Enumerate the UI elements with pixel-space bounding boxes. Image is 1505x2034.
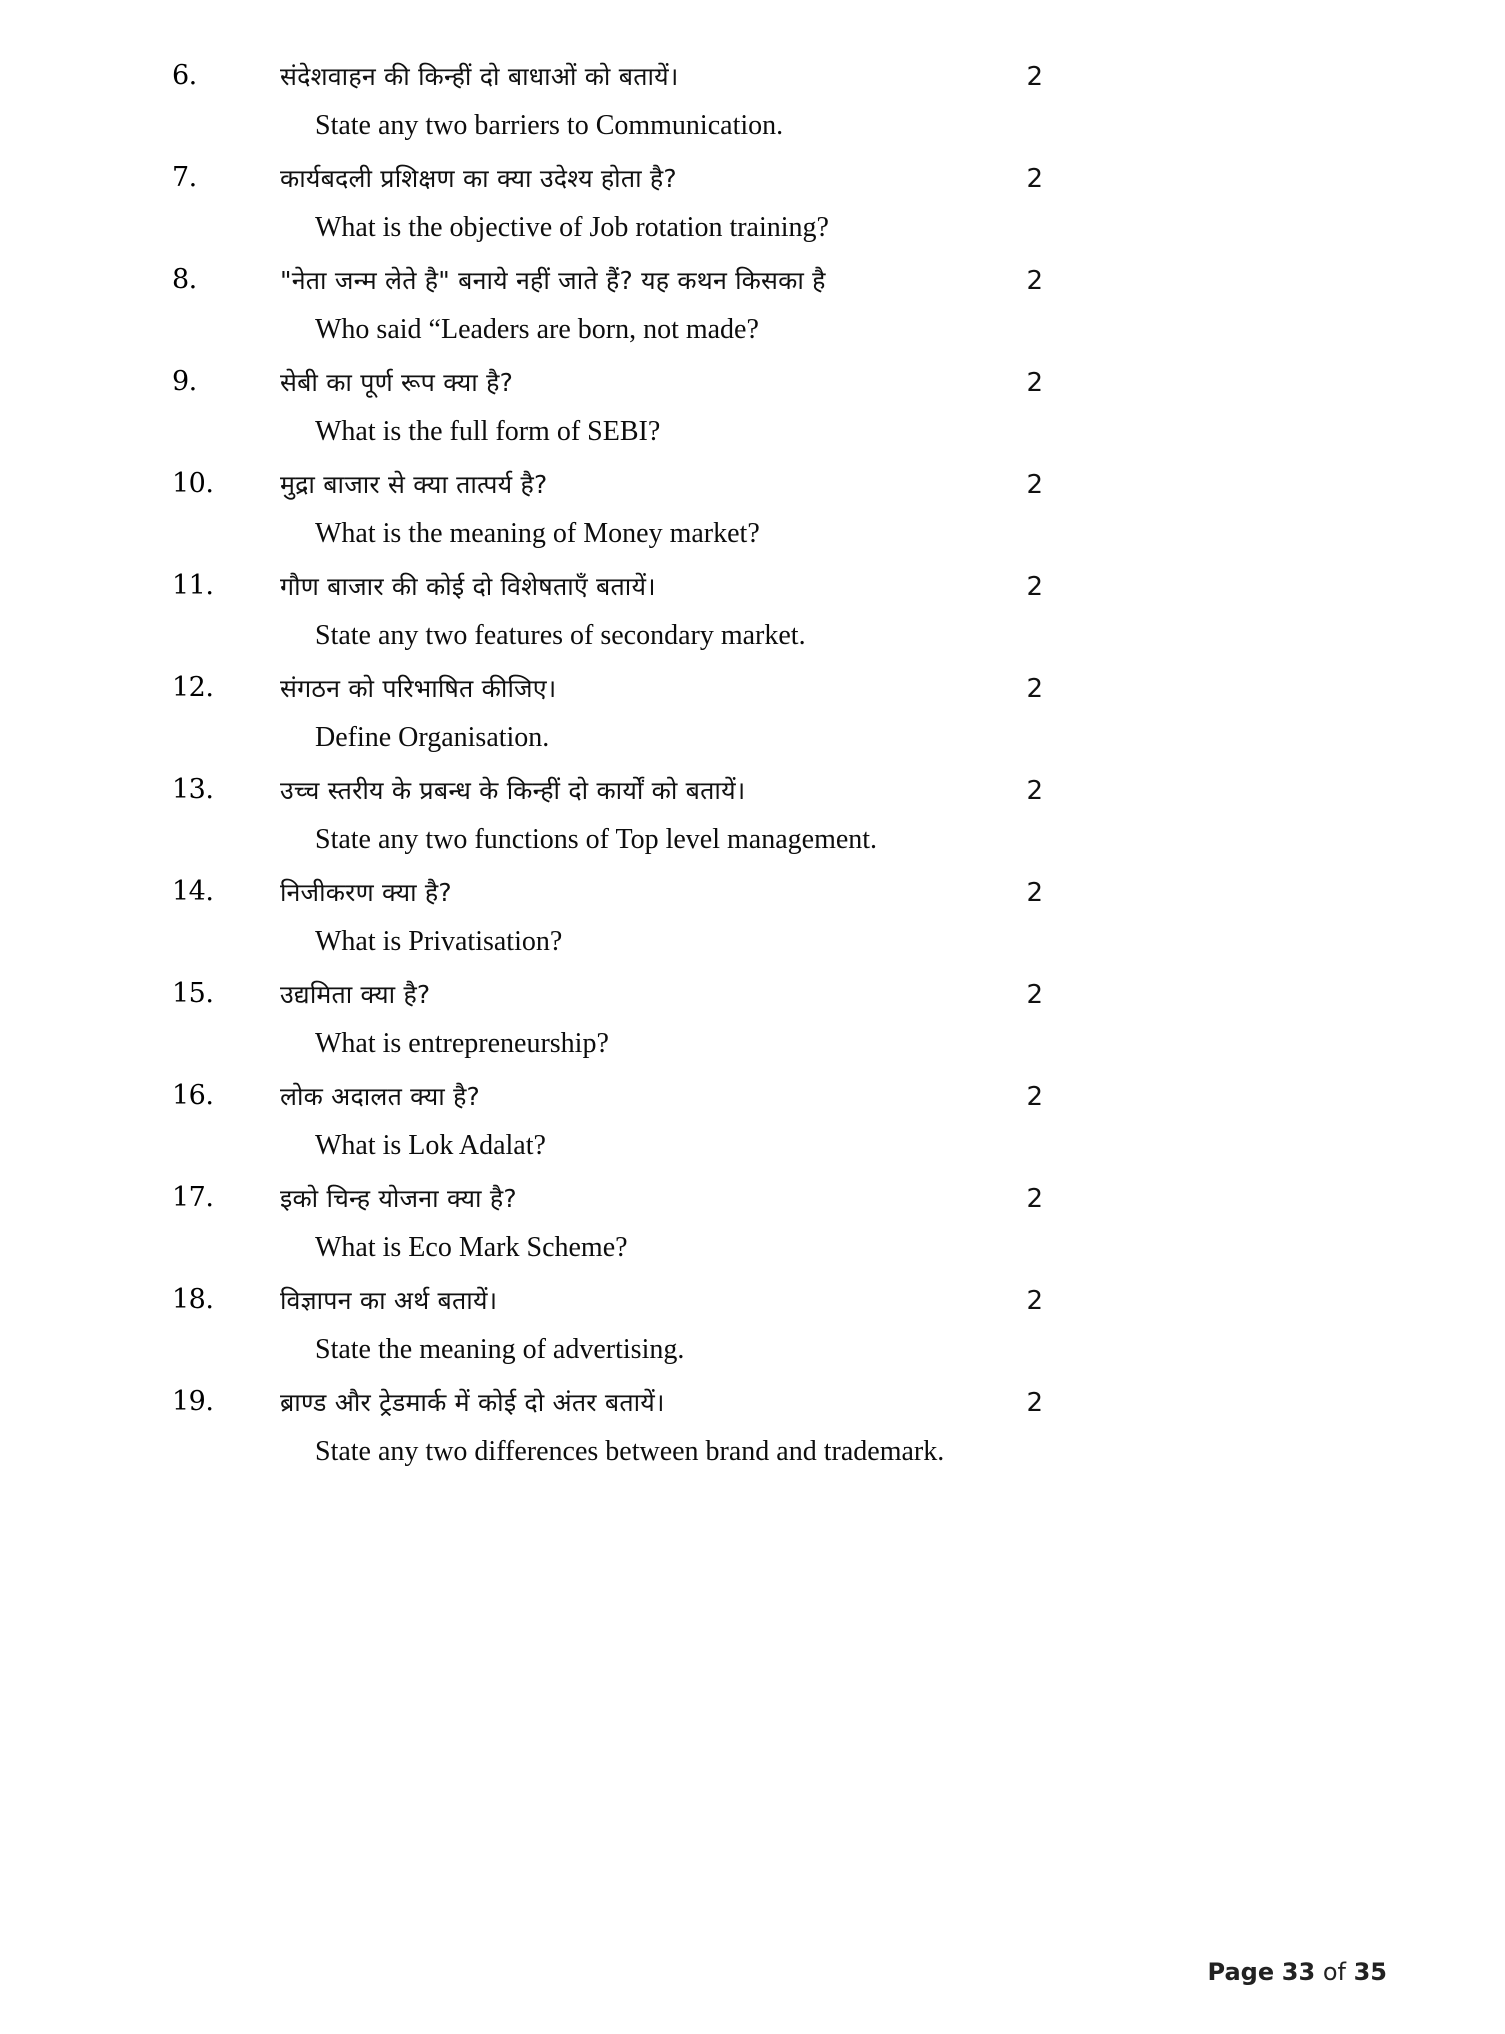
- question-marks: 2: [1026, 980, 1043, 1010]
- question-marks: 2: [1026, 62, 1043, 92]
- question-text-hindi: लोक अदालत क्या है?: [280, 1082, 481, 1111]
- question-item: [0, 56, 1505, 148]
- question-item: [0, 158, 1505, 250]
- question-text-hindi: मुद्रा बाजार से क्या तात्पर्य है?: [280, 470, 548, 499]
- question-item: [0, 362, 1505, 454]
- question-text-hindi: इको चिन्ह योजना क्या है?: [280, 1184, 517, 1213]
- page-footer-of: of: [1322, 1958, 1346, 1986]
- question-text-english: State any two barriers to Communication.: [315, 110, 784, 141]
- question-number: 10.: [172, 468, 214, 499]
- question-text-hindi: संदेशवाहन की किन्हीं दो बाधाओं को बतायें।: [280, 62, 679, 91]
- question-number: 14.: [172, 876, 214, 907]
- question-text-hindi: "नेता जन्म लेते है" बनाये नहीं जाते हैं? यह कथन किसका है: [280, 266, 826, 295]
- question-text-english: What is the objective of Job rotation training?: [315, 212, 829, 243]
- page-footer-number: 33: [1281, 1958, 1316, 1986]
- question-list: [0, 56, 1505, 1474]
- question-item: [0, 260, 1505, 352]
- question-text-english: What is the meaning of Money market?: [315, 518, 760, 549]
- question-number: 16.: [172, 1080, 214, 1111]
- question-marks: 2: [1026, 164, 1043, 194]
- question-item: [0, 1280, 1505, 1372]
- question-marks: 2: [1026, 470, 1043, 500]
- question-marks: 2: [1026, 1184, 1043, 1214]
- question-item: [0, 1076, 1505, 1168]
- question-number: 15.: [172, 978, 214, 1009]
- question-text-english: Who said “Leaders are born, not made?: [315, 314, 759, 345]
- question-text-english: State any two functions of Top level management.: [315, 824, 878, 855]
- question-marks: 2: [1026, 878, 1043, 908]
- question-text-hindi: विज्ञापन का अर्थ बतायें।: [280, 1286, 498, 1315]
- question-text-english: What is Privatisation?: [315, 926, 563, 957]
- question-number: 12.: [172, 672, 214, 703]
- question-item: [0, 770, 1505, 862]
- question-text-hindi: उद्यमिता क्या है?: [280, 980, 431, 1009]
- question-marks: 2: [1026, 266, 1043, 296]
- question-text-english: What is Lok Adalat?: [315, 1130, 546, 1161]
- question-text-hindi: गौण बाजार की कोई दो विशेषताएँ बतायें।: [280, 572, 656, 601]
- question-number: 7.: [172, 162, 197, 193]
- page-footer-label: Page: [1207, 1958, 1275, 1986]
- question-text-hindi: कार्यबदली प्रशिक्षण का क्या उदेश्य होता है?: [280, 164, 677, 193]
- question-marks: 2: [1026, 1388, 1043, 1418]
- question-number: 19.: [172, 1386, 214, 1417]
- question-item: [0, 464, 1505, 556]
- question-item: [0, 566, 1505, 658]
- question-text-hindi: निजीकरण क्या है?: [280, 878, 452, 907]
- question-number: 18.: [172, 1284, 214, 1315]
- question-number: 9.: [172, 366, 197, 397]
- question-text-english: State any two differences between brand and trademark.: [315, 1436, 945, 1467]
- question-marks: 2: [1026, 1082, 1043, 1112]
- question-text-english: State the meaning of advertising.: [315, 1334, 685, 1365]
- question-number: 13.: [172, 774, 214, 805]
- question-marks: 2: [1026, 572, 1043, 602]
- question-marks: 2: [1026, 1286, 1043, 1316]
- question-marks: 2: [1026, 776, 1043, 806]
- question-number: 6.: [172, 60, 197, 91]
- question-text-english: What is Eco Mark Scheme?: [315, 1232, 628, 1263]
- question-item: [0, 974, 1505, 1066]
- question-item: [0, 1178, 1505, 1270]
- question-text-english: Define Organisation.: [315, 722, 550, 753]
- question-number: 17.: [172, 1182, 214, 1213]
- question-text-hindi: उच्च स्तरीय के प्रबन्ध के किन्हीं दो कार्यों को बतायें।: [280, 776, 746, 805]
- question-text-english: What is entrepreneurship?: [315, 1028, 609, 1059]
- question-item: [0, 872, 1505, 964]
- question-text-english: What is the full form of SEBI?: [315, 416, 661, 447]
- question-text-hindi: सेबी का पूर्ण रूप क्या है?: [280, 368, 514, 397]
- question-item: [0, 1382, 1505, 1474]
- question-item: [0, 668, 1505, 760]
- question-text-hindi: संगठन को परिभाषित कीजिए।: [280, 674, 557, 703]
- question-number: 8.: [172, 264, 197, 295]
- page-footer-total: 35: [1353, 1958, 1387, 1986]
- question-marks: 2: [1026, 674, 1043, 704]
- question-text-hindi: ब्राण्ड और ट्रेडमार्क में कोई दो अंतर बतायें।: [280, 1388, 665, 1417]
- question-marks: 2: [1026, 368, 1043, 398]
- page-footer: [1208, 1958, 1387, 1986]
- question-number: 11.: [172, 570, 214, 601]
- question-text-english: State any two features of secondary market.: [315, 620, 806, 651]
